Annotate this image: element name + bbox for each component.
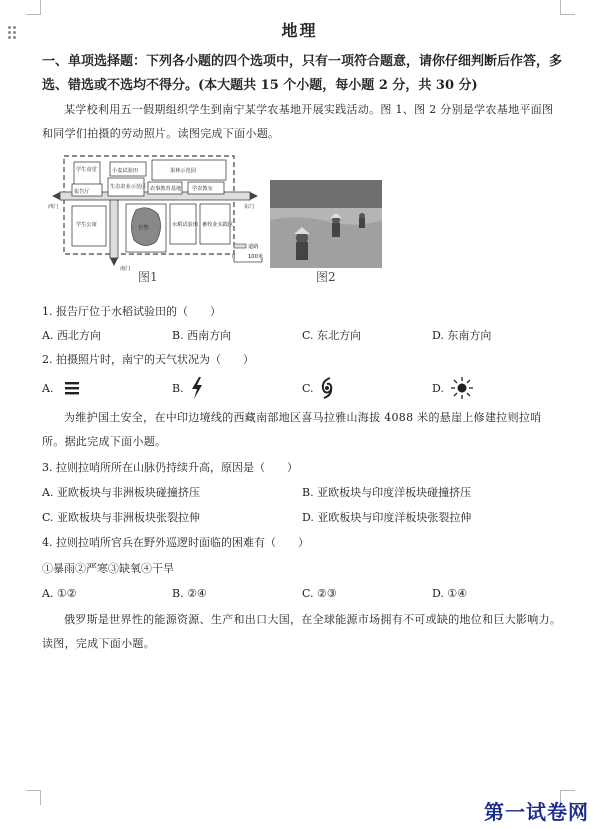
map-label-wheat: 小麦试验田 <box>112 168 138 174</box>
crop-mark-bottom-left <box>26 790 41 805</box>
map-label-canteen: 学生食堂 <box>76 167 97 173</box>
question-3-option-c[interactable]: C. 亚欧板块与非洲板块张裂拉伸 <box>42 511 201 524</box>
intro-paragraph-2: 为维护国土安全，在中印边境线的西藏南部地区喜马拉雅山海拔 4088 米的悬崖上修建拉则拉哨所。据此完成下面小题。 <box>42 411 542 448</box>
question-1-option-a[interactable]: A. 西北方向 <box>42 329 101 342</box>
section-heading: 一、单项选择题：下列各小题的四个选项中，只有一项符合题意，请你仔细判断后作答，多选、错选或不选均不得分。(本大题共 15 个小题，每小题 2 分，共 30 分) <box>42 54 563 93</box>
crop-mark-top-right <box>560 0 575 15</box>
intro-paragraph-3: 俄罗斯是世界性的能源资源、生产和出口大国，在全球能源市场拥有不可或缺的地位和巨大影响力。读图，完成下面小题。 <box>42 613 562 650</box>
question-2-stem: 2. 拍摄照片时，南宁的天气状况为（ ） <box>42 353 254 366</box>
page-title: 地理 <box>281 21 318 40</box>
question-1-option-b[interactable]: B. 西南方向 <box>172 329 232 342</box>
question-3-stem: 3. 拉则拉哨所所在山脉仍持续升高，原因是（ ） <box>42 461 298 474</box>
footer-brand-logo: 第一试卷网 <box>484 800 589 824</box>
figure-2-photo <box>270 180 382 268</box>
map-label-classroom: 学农教室 <box>192 186 213 192</box>
map-label-orchard: 果林示范园 <box>170 168 196 174</box>
map-label-eco: 生态农业示范区 <box>110 184 147 190</box>
question-4-choices: ①暴雨②严寒③缺氧④干旱 <box>42 562 174 575</box>
figure-2-caption: 图2 <box>316 270 336 284</box>
lightning-icon <box>190 377 204 399</box>
question-2-option-c[interactable]: C. <box>302 382 314 395</box>
map-label-scale: 100米 <box>248 254 264 260</box>
map-label-dorm: 学生公寓 <box>76 222 97 228</box>
question-4-stem: 4. 拉则拉哨所官兵在野外巡逻时面临的困难有（ ） <box>42 536 309 549</box>
question-4-option-a[interactable]: A. ①② <box>42 587 77 600</box>
map-label-road: 道路 <box>248 244 259 250</box>
map-label-south-gate: 南门 <box>120 266 131 272</box>
question-4-option-c[interactable]: C. ②③ <box>302 587 337 600</box>
map-label-lake: 自然 <box>138 225 149 231</box>
typhoon-icon <box>320 377 334 399</box>
question-3-option-d[interactable]: D. 亚欧板块与印度洋板块张裂拉伸 <box>302 511 472 524</box>
question-2-option-d[interactable]: D. <box>432 382 444 395</box>
question-2-option-b[interactable]: B. <box>172 382 184 395</box>
question-1-option-c[interactable]: C. 东北方向 <box>302 329 362 342</box>
map-label-hall: 报告厅 <box>74 189 90 195</box>
map-label-rice: 水稻试验田 <box>172 222 198 228</box>
fog-icon <box>64 380 80 396</box>
sunny-icon <box>450 376 474 400</box>
question-3-option-b[interactable]: B. 亚欧板块与印度洋板块碰撞挤压 <box>302 486 472 499</box>
map-label-east-gate: 东门 <box>244 204 255 210</box>
map-label-edu: 农事教育基地 <box>150 186 182 192</box>
question-2-option-a[interactable]: A. <box>42 382 54 395</box>
figure-1-caption: 图1 <box>138 270 158 284</box>
intro-paragraph-1: 某学校利用五一假期组织学生到南宁某学农基地开展实践活动。图 1、图 2 分别是学农基地平面图和同学们拍摄的劳动照片。读图完成下面小题。 <box>42 103 554 140</box>
question-1-option-d[interactable]: D. 东南方向 <box>432 329 492 342</box>
map-label-scale-zero: 0 <box>232 254 236 260</box>
question-3-option-a[interactable]: A. 亚欧板块与非洲板块碰撞挤压 <box>42 486 200 499</box>
question-1-stem: 1. 报告厅位于水稻试验田的（ ） <box>42 305 221 318</box>
question-4-option-b[interactable]: B. ②④ <box>172 587 207 600</box>
figure-1-farm-map <box>48 152 268 272</box>
map-label-livestock: 畜牧业实践区 <box>202 222 234 228</box>
question-4-option-d[interactable]: D. ①④ <box>432 587 468 600</box>
crop-mark-top-left <box>26 0 41 15</box>
map-label-west-gate: 西门 <box>48 204 59 210</box>
